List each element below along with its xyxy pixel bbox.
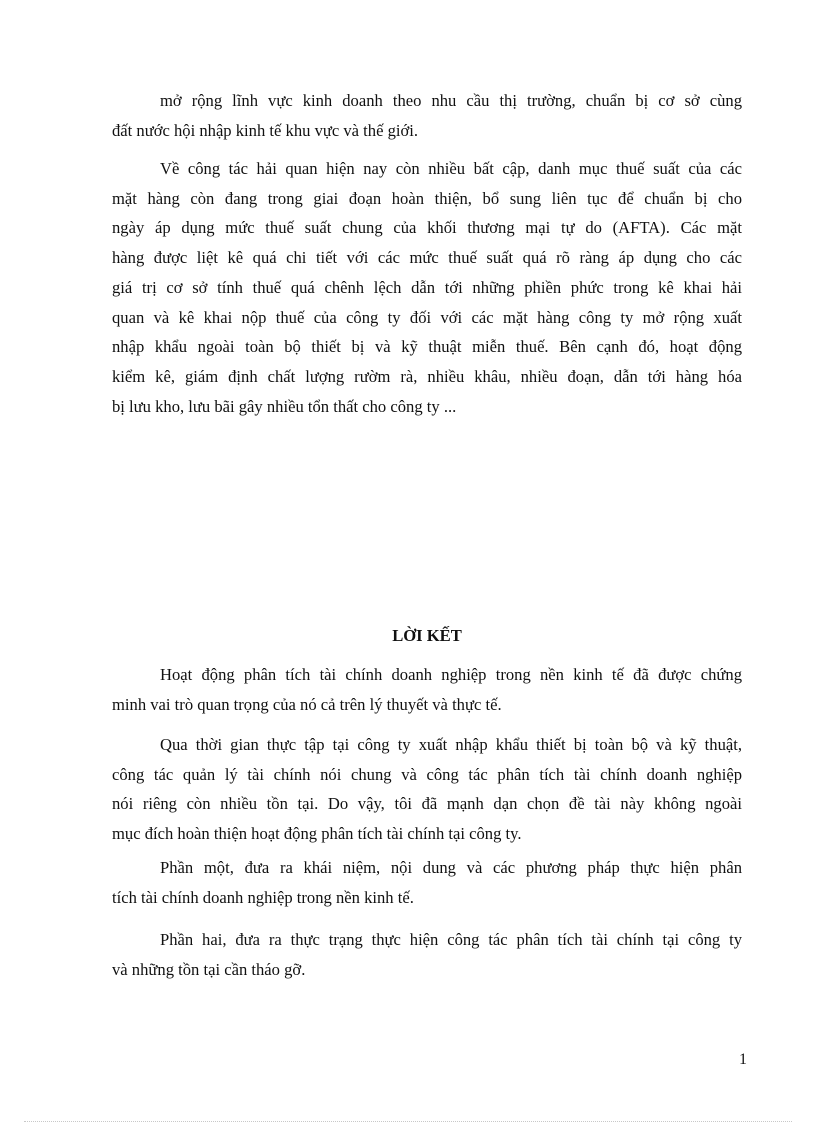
paragraph-part-two: [112, 925, 742, 984]
text-line: tích tài chính doanh nghiệp trong nền kinh tế.: [112, 887, 414, 907]
paragraph-part-one: [112, 853, 742, 912]
text-line: Phần một, đưa ra khái niệm, nội dung và các phương pháp thực hiện phân: [160, 858, 742, 877]
conclusion-heading: LỜI KẾT: [392, 626, 462, 645]
paragraph-internship: [112, 730, 742, 849]
paragraph-conclusion-intro: [112, 660, 742, 719]
page-number: 1: [739, 1051, 747, 1068]
text-line: Qua thời gian thực tập tại công ty xuất nhập khẩu thiết bị toàn bộ và kỹ thuật,: [160, 735, 742, 754]
text-line: đất nước hội nhập kinh tế khu vực và thế giới.: [112, 120, 419, 140]
text-line: Hoạt động phân tích tài chính doanh nghiệp trong nền kinh tế đã được chứng: [160, 665, 742, 684]
paragraph-business-expansion: [112, 86, 742, 145]
text-line: bị lưu kho, lưu bãi gây nhiều tổn thất cho công ty ...: [112, 396, 457, 416]
text-line: và những tồn tại cần tháo gỡ.: [112, 959, 306, 979]
text-line: kiểm kê, giám định chất lượng rườm rà, nhiều khâu, nhiều đoạn, dẫn tới hàng hóa: [112, 366, 742, 386]
text-line: quan và kê khai nộp thuế của công ty đối với các mặt hàng công ty mở rộng xuất: [112, 307, 742, 327]
text-line: Về công tác hải quan hiện nay còn nhiều bất cập, danh mục thuế suất của các: [160, 159, 742, 178]
text-line: mục đích hoàn thiện hoạt động phân tích tài chính tại công ty.: [112, 824, 522, 844]
text-line: mặt hàng còn đang trong giai đoạn hoàn thiện, bổ sung liên tục để chuẩn bị cho: [112, 188, 742, 208]
text-line: Phần hai, đưa ra thực trạng thực hiện công tác phân tích tài chính tại công ty: [160, 930, 742, 949]
text-line: ngày áp dụng mức thuế suất chung của khối thương mại tự do (AFTA). Các mặt: [112, 218, 742, 238]
text-line: minh vai trò quan trọng của nó cả trên lý thuyết và thực tế.: [112, 694, 502, 714]
text-line: hàng được liệt kê quá chi tiết với các mức thuế suất quá rõ ràng áp dụng cho các: [112, 248, 742, 268]
paragraph-customs-issues: [112, 154, 742, 421]
text-line: nói riêng còn nhiều tồn tại. Do vậy, tôi đã mạnh dạn chọn đề tài này không ngoài: [112, 794, 742, 814]
text-line: mở rộng lĩnh vực kinh doanh theo nhu cầu thị trường, chuẩn bị cơ sở cùng: [160, 91, 742, 110]
text-line: giá trị cơ sở tính thuế quá chênh lệch dẫn tới những phiền phức trong kê khai hải: [112, 277, 742, 297]
page-bottom-divider: [24, 1121, 792, 1122]
text-line: nhập khẩu ngoài toàn bộ thiết bị và kỹ thuật miễn thuế. Bên cạnh đó, hoạt động: [112, 337, 742, 357]
text-line: công tác quản lý tài chính nói chung và công tác phân tích tài chính doanh nghiệp: [112, 764, 742, 784]
